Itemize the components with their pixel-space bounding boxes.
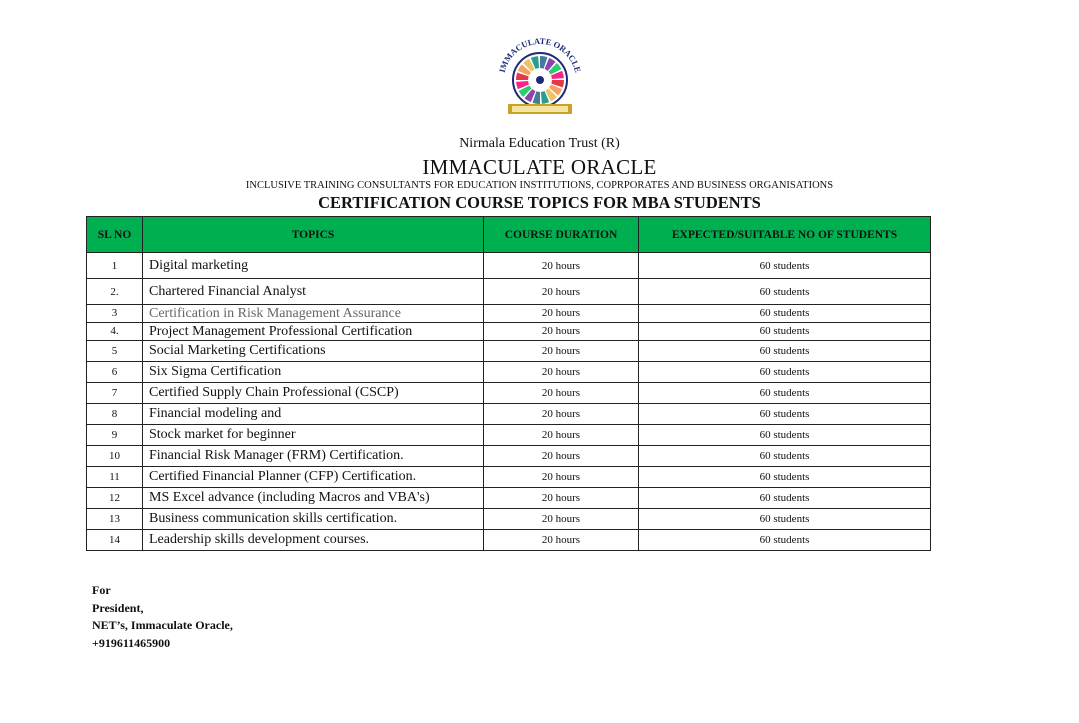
cell-students: 60 students: [639, 279, 931, 305]
cell-sl-no: 4.: [87, 323, 143, 341]
cell-duration: 20 hours: [484, 253, 639, 279]
footer-for: For: [92, 583, 111, 597]
cell-students: 60 students: [639, 383, 931, 404]
cell-sl-no: 5: [87, 341, 143, 362]
cell-students: 60 students: [639, 488, 931, 509]
column-header-topics: TOPICS: [143, 217, 484, 253]
table-row: [87, 509, 931, 530]
cell-topic: Business communication skills certification.: [143, 509, 484, 530]
cell-sl-no: 8: [87, 404, 143, 425]
cell-duration: 20 hours: [484, 323, 639, 341]
cell-topic: Financial Risk Manager (FRM) Certification.: [143, 446, 484, 467]
cell-topic: Financial modeling and: [143, 404, 484, 425]
cell-topic: Certification in Risk Management Assurance: [143, 305, 484, 323]
cell-topic: Certified Financial Planner (CFP) Certification.: [143, 467, 484, 488]
cell-topic: Six Sigma Certification: [143, 362, 484, 383]
cell-students: 60 students: [639, 530, 931, 551]
cell-students: 60 students: [639, 467, 931, 488]
cell-students: 60 students: [639, 323, 931, 341]
table-row: [87, 404, 931, 425]
logo-ring-text: IMMACULATE ORACLE: [496, 35, 584, 74]
cell-duration: 20 hours: [484, 425, 639, 446]
cell-duration: 20 hours: [484, 341, 639, 362]
table-row: [87, 488, 931, 509]
logo-center-dot: [536, 76, 544, 84]
organization-tagline: INCLUSIVE TRAINING CONSULTANTS FOR EDUCATION INSTITUTIONS, COPRPORATES AND BUSINESS ORGANISATIONS: [245, 180, 834, 191]
trust-name: Nirmala Education Trust (R): [459, 136, 620, 151]
cell-students: 60 students: [639, 305, 931, 323]
table-row: [87, 446, 931, 467]
cell-duration: 20 hours: [484, 279, 639, 305]
cell-students: 60 students: [639, 425, 931, 446]
cell-duration: 20 hours: [484, 509, 639, 530]
cell-sl-no: 3: [87, 305, 143, 323]
cell-sl-no: 2.: [87, 279, 143, 305]
cell-sl-no: 1: [87, 253, 143, 279]
cell-duration: 20 hours: [484, 467, 639, 488]
logo-emblem: [490, 34, 590, 124]
cell-topic: Project Management Professional Certification: [143, 323, 484, 341]
table-row: [87, 467, 931, 488]
cell-students: 60 students: [639, 341, 931, 362]
table-header-row: [87, 217, 931, 253]
cell-duration: 20 hours: [484, 404, 639, 425]
cell-duration: 20 hours: [484, 488, 639, 509]
cell-students: 60 students: [639, 509, 931, 530]
cell-students: 60 students: [639, 446, 931, 467]
cell-students: 60 students: [639, 362, 931, 383]
cell-topic: Social Marketing Certifications: [143, 341, 484, 362]
table-row: [87, 362, 931, 383]
cell-sl-no: 9: [87, 425, 143, 446]
logo-banner-inner: [512, 106, 568, 112]
cell-sl-no: 10: [87, 446, 143, 467]
cell-duration: 20 hours: [484, 530, 639, 551]
cell-topic: Chartered Financial Analyst: [143, 279, 484, 305]
table-row: [87, 279, 931, 305]
table-row: [87, 383, 931, 404]
cell-duration: 20 hours: [484, 446, 639, 467]
cell-sl-no: 14: [87, 530, 143, 551]
table-row: [87, 341, 931, 362]
footer-org: NET’s, Immaculate Oracle,: [92, 618, 233, 632]
footer-phone: +919611465900: [92, 635, 171, 650]
column-header-students: EXPECTED/SUITABLE NO OF STUDENTS: [639, 217, 931, 253]
cell-topic: MS Excel advance (including Macros and VBA's): [143, 488, 484, 509]
cell-topic: Digital marketing: [143, 253, 484, 279]
cell-sl-no: 6: [87, 362, 143, 383]
cell-topic: Certified Supply Chain Professional (CSCP): [143, 383, 484, 404]
table-row: [87, 530, 931, 551]
cell-students: 60 students: [639, 253, 931, 279]
cell-sl-no: 12: [87, 488, 143, 509]
cell-sl-no: 7: [87, 383, 143, 404]
cell-duration: 20 hours: [484, 383, 639, 404]
table-row: [87, 425, 931, 446]
column-header-duration: COURSE DURATION: [484, 217, 639, 253]
column-header-sl-no: SL NO: [87, 217, 143, 253]
cell-sl-no: 11: [87, 467, 143, 488]
document-title: CERTIFICATION COURSE TOPICS FOR MBA STUDENTS: [318, 193, 761, 212]
cell-topic: Stock market for beginner: [143, 425, 484, 446]
cell-topic: Leadership skills development courses.: [143, 530, 484, 551]
immaculate-oracle-logo: [490, 34, 590, 124]
cell-students: 60 students: [639, 404, 931, 425]
table-row: [87, 305, 931, 323]
organization-name: IMMACULATE ORACLE: [422, 155, 657, 179]
footer-president: President,: [92, 600, 144, 615]
table-row: [87, 253, 931, 279]
signature-block: [92, 582, 233, 652]
cell-duration: 20 hours: [484, 305, 639, 323]
cell-duration: 20 hours: [484, 362, 639, 383]
cell-sl-no: 13: [87, 509, 143, 530]
course-topics-table: [86, 216, 931, 551]
table-row: [87, 323, 931, 341]
